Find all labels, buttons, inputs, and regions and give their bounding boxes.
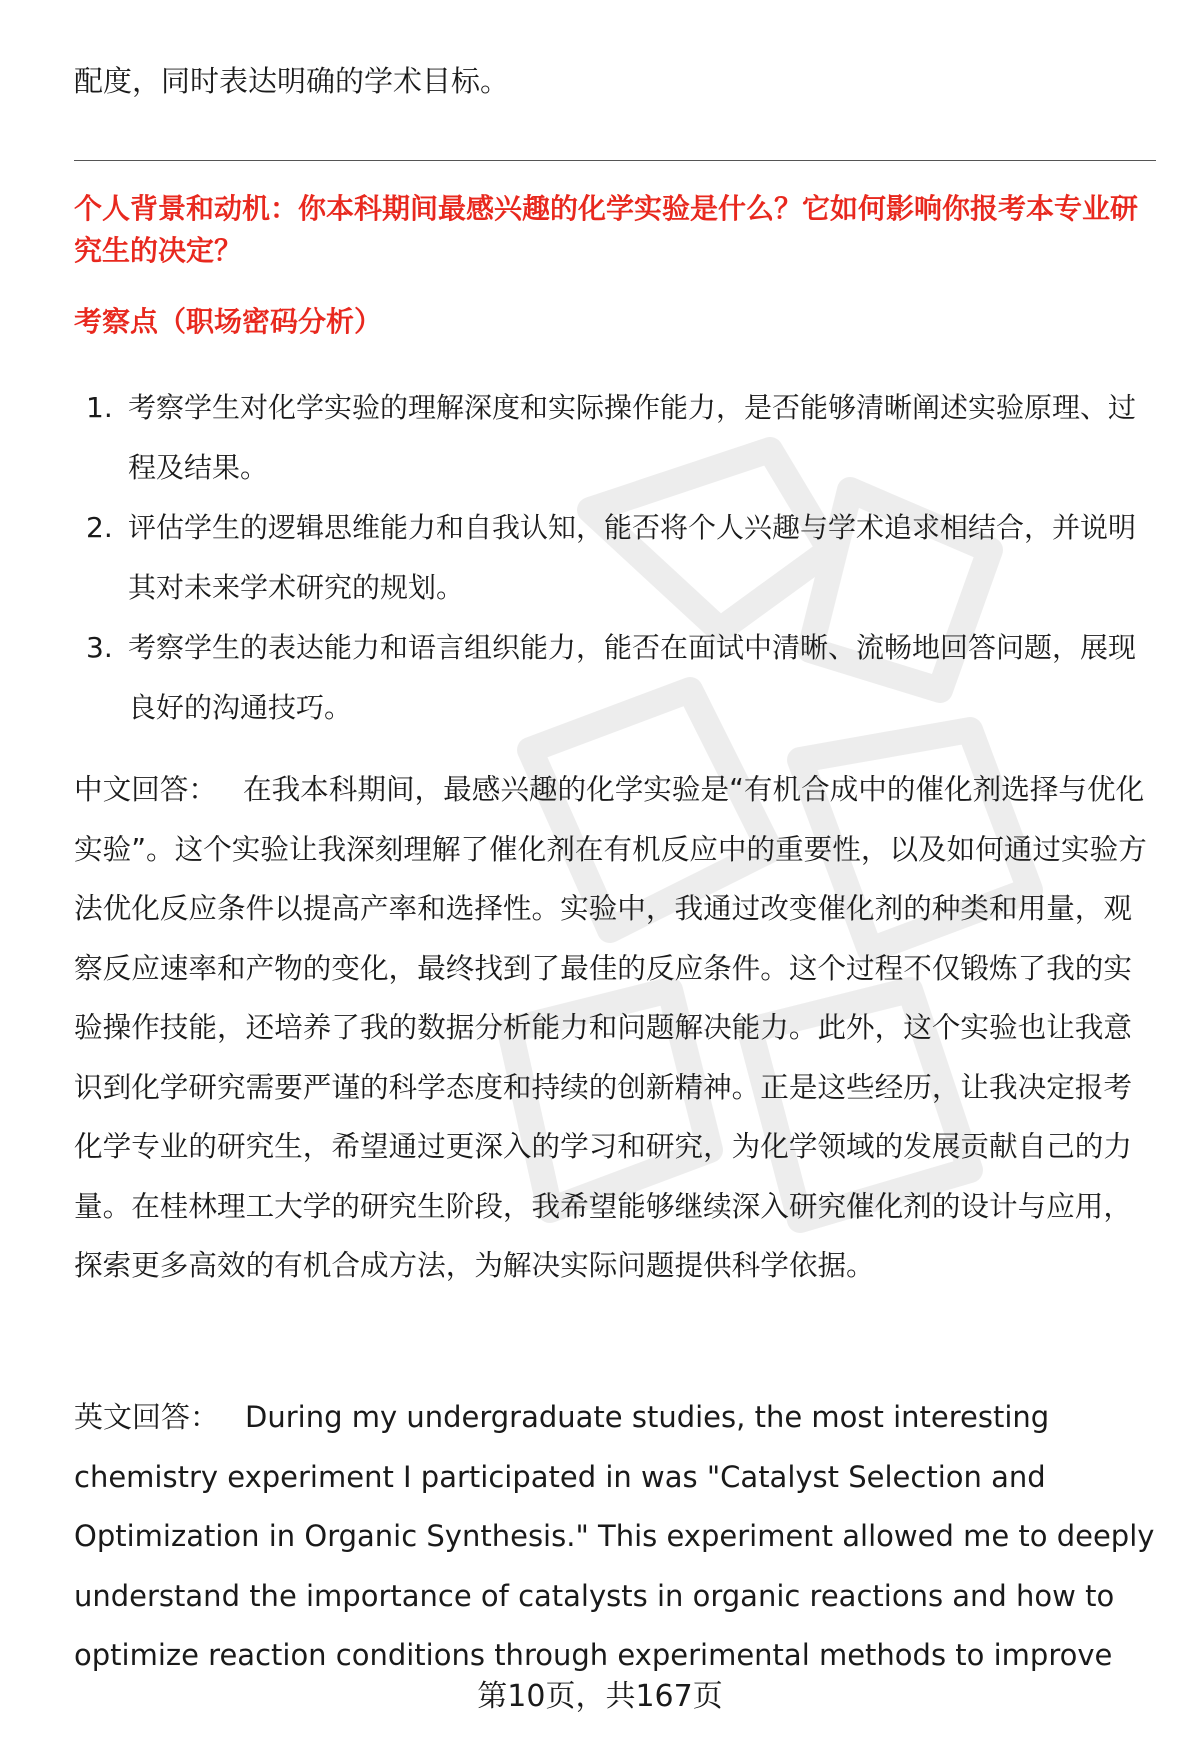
list-item-number: 1. — [86, 391, 113, 424]
list-item — [74, 378, 1156, 498]
chinese-answer-label: 中文回答： — [74, 772, 217, 806]
english-answer-text: During my undergraduate studies, the most interesting chemistry experiment I participated in was "Catalyst Selection and Optimization in Organic Synthesis." This experiment allowed me to deeply understand the importance of catalysts in organic reactions and how to optimize reaction conditions through experimental methods to improve — [74, 1400, 1155, 1672]
list-item — [74, 618, 1156, 738]
list-item-text: 考察学生对化学实验的理解深度和实际操作能力，是否能够清晰阐述实验原理、过程及结果。 — [128, 391, 1137, 484]
question-heading: 个人背景和动机：你本科期间最感兴趣的化学实验是什么？它如何影响你报考本专业研究生的决定？ — [74, 192, 1139, 267]
page-number-footer: 第10页，共167页 — [477, 1679, 723, 1714]
section-divider — [74, 160, 1156, 161]
analysis-section-title: 考察点（职场密码分析） — [74, 305, 383, 338]
list-item — [74, 498, 1156, 618]
list-item-text: 考察学生的表达能力和语言组织能力，能否在面试中清晰、流畅地回答问题，展现良好的沟通技巧。 — [128, 631, 1137, 724]
list-item-text: 评估学生的逻辑思维能力和自我认知，能否将个人兴趣与学术追求相结合，并说明其对未来学术研究的规划。 — [128, 511, 1137, 604]
english-answer-paragraph — [74, 1388, 1156, 1686]
chinese-answer-paragraph — [74, 760, 1156, 1296]
analysis-points-list — [74, 378, 1156, 738]
list-item-number: 3. — [86, 631, 113, 664]
intro-tail-text: 配度，同时表达明确的学术目标。 — [74, 64, 510, 98]
chinese-answer-text: 在我本科期间，最感兴趣的化学实验是“有机合成中的催化剂选择与优化实验”。这个实验让我深刻理解了催化剂在有机反应中的重要性，以及如何通过实验方法优化反应条件以提高产率和选择性。实验中，我通过改变催化剂的种类和用量，观察反应速率和产物的变化，最终找到了最佳的反应条件。这个过程不仅锻炼了我的实验操作技能，还培养了我的数据分析能力和问题解决能力。此外，这个实验也让我意识到化学研究需要严谨的科学态度和持续的创新精神。正是这些经历，让我决定报考化学专业的研究生，希望通过更深入的学习和研究，为化学领域的发展贡献自己的力量。在桂林理工大学的研究生阶段，我希望能够继续深入研究催化剂的设计与应用，探索更多高效的有机合成方法，为解决实际问题提供科学依据。 — [74, 772, 1147, 1282]
list-item-number: 2. — [86, 511, 113, 544]
english-answer-label: 英文回答： — [74, 1400, 220, 1434]
